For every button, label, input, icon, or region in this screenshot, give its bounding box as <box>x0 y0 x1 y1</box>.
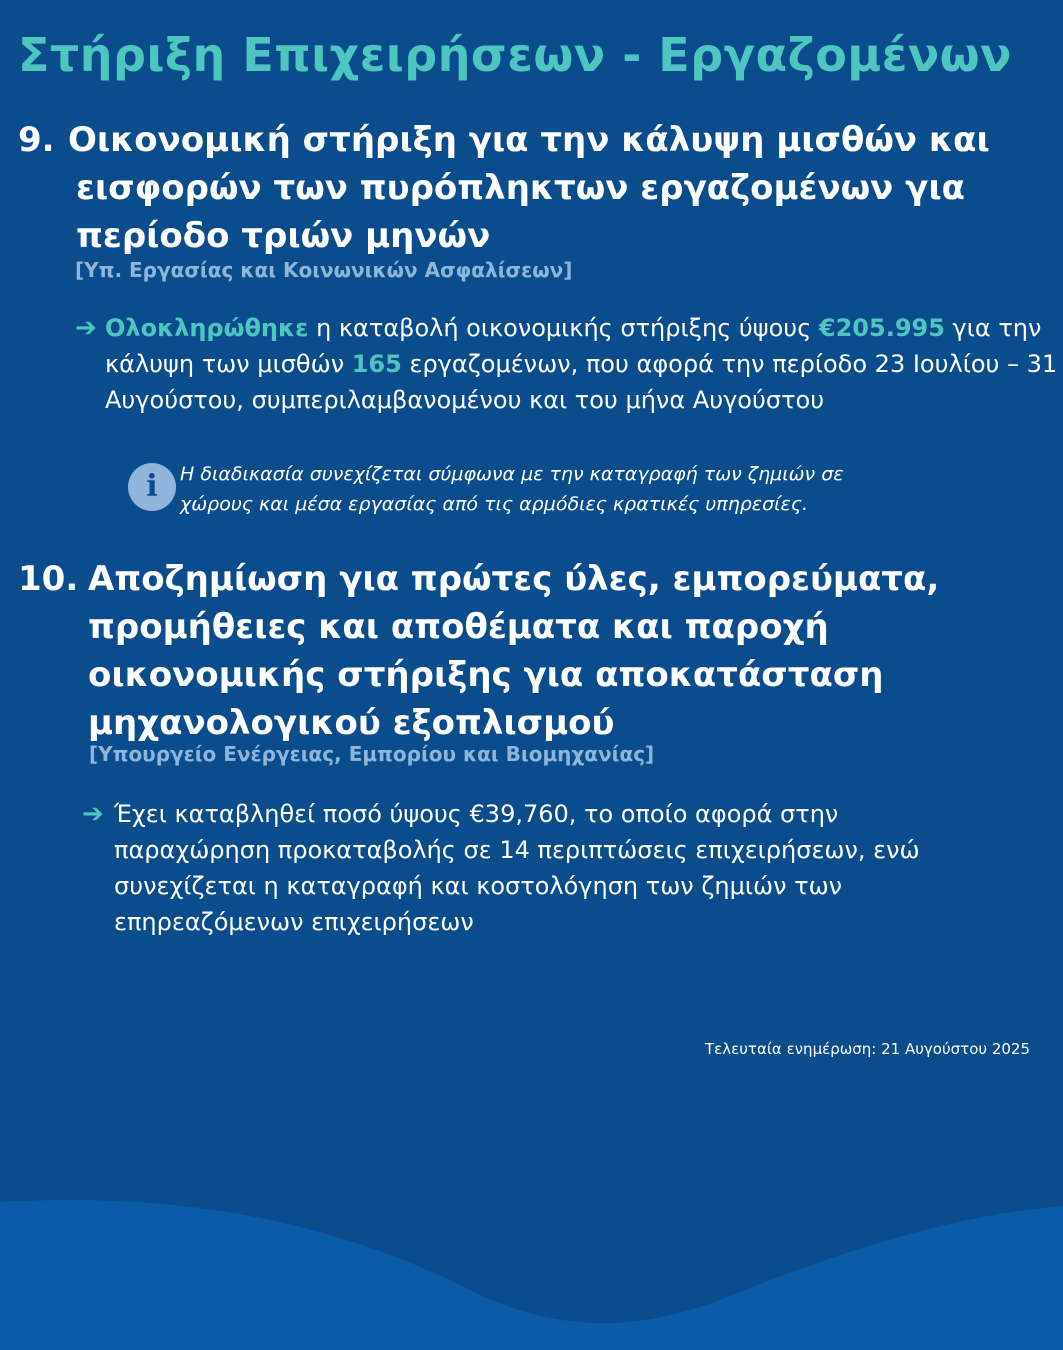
page-title: Στήριξη Επιχειρήσεων - Εργαζομένων <box>18 28 1012 82</box>
status-label: Ολοκληρώθηκε <box>105 314 309 342</box>
section-10-bullet <box>82 796 974 940</box>
amount-value: €205.995 <box>818 314 945 342</box>
count-value: 165 <box>351 350 402 378</box>
bullet-text: Έχει καταβληθεί ποσό ύψους €39,760, το οποίο αφορά στην παραχώρηση προκαταβολής σε 14 περιπτώσεις επιχειρήσεων, ενώ συνεχίζεται η καταγραφή και κοστολόγηση των ζημιών των επηρεαζόμενων επιχειρήσεων <box>114 800 920 936</box>
ministry-label: [Υπουργείο Ενέργειας, Εμπορίου και Βιομηχανίας] <box>89 742 655 766</box>
decorative-wave <box>0 1180 1063 1350</box>
section-number: 9. <box>18 120 55 160</box>
bullet-text: για την κάλυψη των μισθών <box>105 314 1042 378</box>
section-number: 10. <box>18 559 79 599</box>
section-10-heading <box>18 555 1048 747</box>
bullet-text: η καταβολή οικονομικής στήριξης ύψους <box>308 314 819 342</box>
ministry-label: [Υπ. Εργασίας και Κοινωνικών Ασφαλίσεων] <box>75 258 573 282</box>
arrow-right-icon: ➔ <box>82 799 104 829</box>
bullet-text: εργαζομένων, που αφορά την περίοδο 23 Ιουλίου – 31 Αυγούστου, συμπεριλαμβανομένου και του μήνα Αυγούστου <box>105 350 1058 414</box>
info-text: Η διαδικασία συνεχίζεται σύμφωνα με την καταγραφή των ζημιών σε χώρους και μέσα εργασίας από τις αρμόδιες κρατικές υπηρεσίες. <box>180 463 844 515</box>
last-updated: Τελευταία ενημέρωση: 21 Αυγούστου 2025 <box>704 1040 1030 1058</box>
info-icon: i <box>128 463 176 511</box>
section-title: Οικονομική στήριξη για την κάλυψη μισθών και εισφορών των πυρόπληκτων εργαζομένων για περίοδο τριών μηνών <box>68 120 990 256</box>
section-9-bullet <box>75 310 1060 418</box>
section-9-heading <box>18 116 1048 260</box>
section-title: Αποζημίωση για πρώτες ύλες, εμπορεύματα, προμήθειες και αποθέματα και παροχή οικονομικής στήριξης για αποκατάσταση μηχανολογικού εξοπλισμού <box>88 559 940 743</box>
arrow-right-icon: ➔ <box>75 313 97 343</box>
